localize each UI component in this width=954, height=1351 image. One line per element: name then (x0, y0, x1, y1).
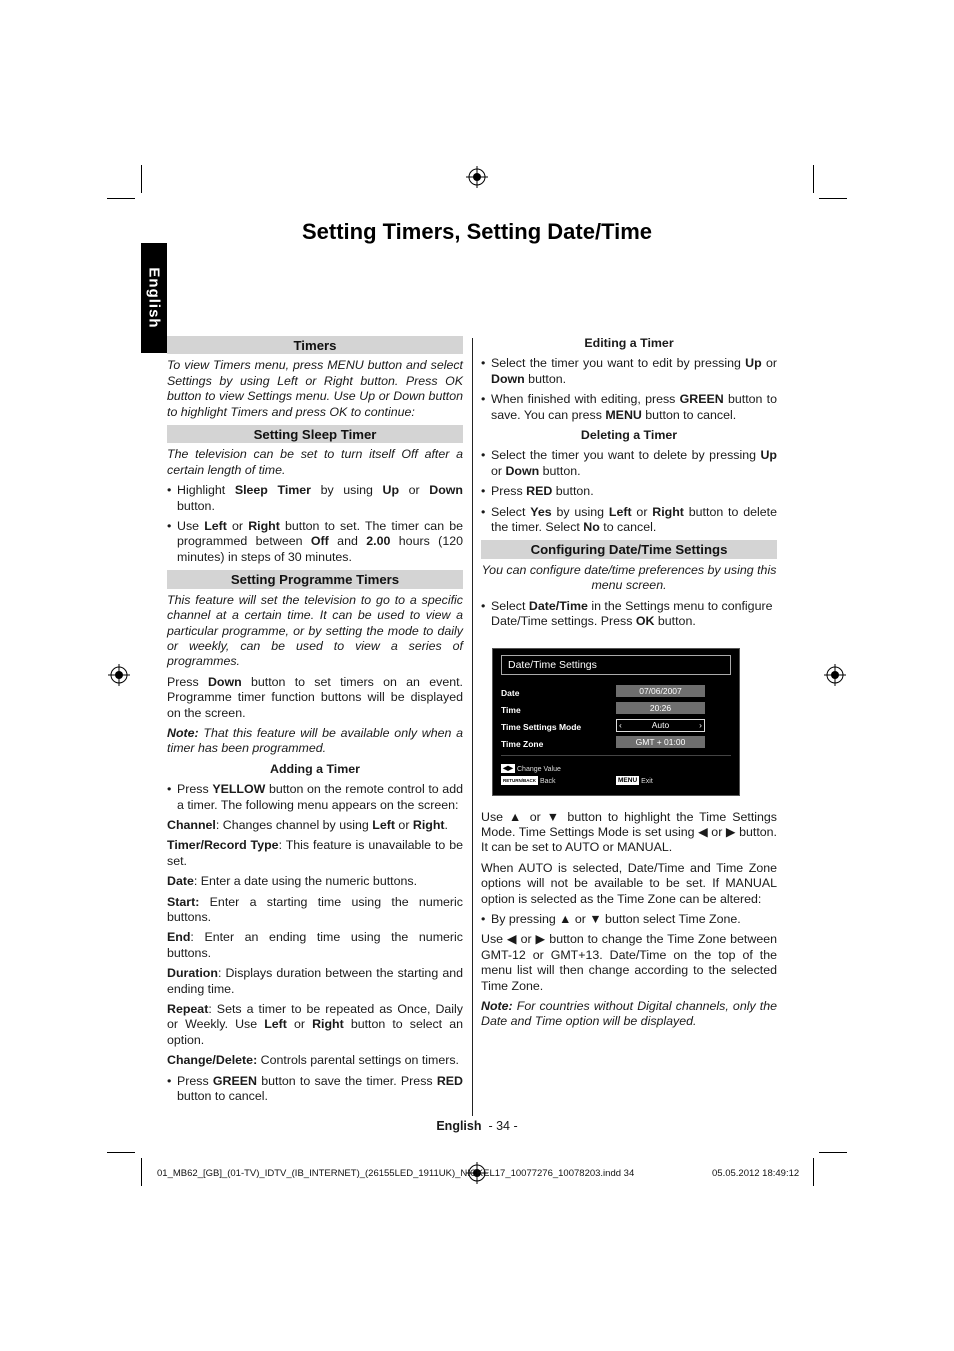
tv-menu-row-time-settings-mode (501, 719, 731, 732)
list-item: • Use Left or Right button to set. The timer can be programmed between Off and 2.00 hours (120 minutes) in steps of 30 minutes. (167, 519, 463, 565)
sleep-intro: The television can be set to turn itself Off after a certain length of time. (167, 447, 463, 477)
list-item: • Press YELLOW button on the remote control to add a timer. The following menu appears on the screen: (167, 782, 463, 813)
section-heading-programme-timers: Setting Programme Timers (167, 570, 463, 588)
field-end: End: Enter an ending time using the numeric buttons. (167, 930, 463, 960)
timers-intro: To view Timers menu, press MENU button and select Settings by using Left or Right button. Press OK button to view Settings menu. Use Up or Down button to highlight Timers and press OK to continue: (167, 358, 463, 419)
crop-mark (107, 198, 135, 199)
tv-row-value: GMT + 01:00 (616, 736, 705, 748)
subheading-adding-timer: Adding a Timer (270, 761, 360, 776)
list-item: • By pressing ▲ or ▼ button select Time Zone. (481, 912, 777, 927)
registration-mark-icon (108, 664, 130, 686)
tv-row-value-selected: ‹ Auto › (616, 719, 705, 732)
paragraph-auto: When AUTO is selected, Date/Time and Time Zone options will not be available to be set. If MANUAL option is selected as the Time Zone can be altered: (481, 860, 777, 906)
right-arrow-icon: › (699, 719, 702, 730)
left-right-keys-icon: ◀▶ (503, 765, 513, 773)
tv-row-label: Date (501, 687, 520, 698)
field-repeat: Repeat: Sets a timer to be repeated as Once, Daily or Weekly. Use Left or Right button to select an option. (167, 1002, 463, 1047)
field-start: Start: Enter a starting time using the numeric buttons. (167, 894, 463, 924)
subheading-deleting-timer: Deleting a Timer (580, 428, 678, 443)
list-item: • Highlight Sleep Timer by using Up or Down button. (167, 483, 463, 514)
left-column (167, 336, 463, 1109)
print-slug-filename: 01_MB62_[GB]_(01-TV)_IDTV_(IB_INTERNET)_(26155LED_1911UK)_NICKEL17_10077276_10078203.indd 34 (157, 1168, 635, 1179)
crop-mark (819, 198, 847, 199)
section-heading-date-time: Configuring Date/Time Settings (481, 540, 777, 558)
tv-footer-change: ◀▶ Change Value (503, 765, 561, 773)
note: Note: For countries without Digital channels, only the Date and Time option will be displayed. (481, 998, 777, 1029)
crop-mark (813, 165, 814, 193)
tv-menu-row-time (501, 702, 731, 715)
field-duration: Duration: Displays duration between the starting and ending time. (167, 966, 463, 996)
crop-mark (141, 1158, 142, 1186)
tv-row-label: Time Zone (501, 738, 544, 749)
registration-mark-icon (466, 166, 488, 188)
paragraph-use-arrows: Use ▲ or ▼ button to highlight the Time Settings Mode. Time Settings Mode is set using ◀ or ▶ button. It can be set to AUTO or MANUAL. (481, 809, 777, 855)
crop-mark (813, 1158, 814, 1186)
paragraph-time-zone: Use ◀ or ▶ button to change the Time Zone between GMT-12 or GMT+13. Date/Time on the top of the menu list will then change according to the selected Time Zone. (481, 932, 777, 993)
programme-paragraph: Press Down button to set timers on an event. Programme timer function buttons will be displayed on the screen. (167, 674, 463, 720)
tv-row-label: Time (501, 704, 521, 715)
tv-menu-row-date (501, 685, 731, 698)
crop-mark (141, 165, 142, 193)
crop-mark (107, 1152, 135, 1153)
note: Note: That this feature will be available only when a timer has been programmed. (167, 725, 463, 756)
right-column (481, 336, 777, 1035)
tv-footer-exit: MENU Exit (618, 777, 653, 785)
footer-language: English (436, 1119, 482, 1133)
column-divider (472, 338, 473, 1116)
tv-footer-back: RETURN/BACK Back (503, 777, 556, 785)
left-arrow-icon: ‹ (619, 719, 622, 730)
field-date: Date: Enter a date using the numeric buttons. (167, 874, 418, 889)
list-item: • When finished with editing, press GREEN button to save. You can press MENU button to cancel. (481, 392, 777, 423)
page-title: Setting Timers, Setting Date/Time (301, 219, 653, 244)
tv-separator (501, 755, 731, 756)
list-item: • Press GREEN button to save the timer. Press RED button to cancel. (167, 1074, 463, 1105)
field-timer-record-type: Timer/Record Type: This feature is unavailable to be set. (167, 838, 463, 868)
list-item: • Select Yes by using Left or Right button to delete the timer. Select No to cancel. (481, 505, 777, 536)
tv-row-value: 07/06/2007 (616, 685, 705, 697)
section-heading-sleep-timer: Setting Sleep Timer (167, 425, 463, 443)
subheading-editing-timer: Editing a Timer (584, 336, 674, 350)
list-item: • Select the timer you want to delete by pressing Up or Down button. (481, 448, 777, 479)
tv-row-label: Time Settings Mode (501, 721, 582, 732)
list-item: • Select Date/Time in the Settings menu to configure Date/Time settings. Press OK button. (481, 599, 777, 630)
language-tab-label: English (145, 267, 163, 329)
page-footer (0, 1119, 954, 1133)
tv-menu-row-time-zone (501, 736, 731, 749)
back-key-icon: RETURN/BACK (503, 778, 536, 784)
field-channel: Channel: Changes channel by using Left or Right. (167, 817, 448, 832)
crop-mark (819, 1152, 847, 1153)
section-heading-timers: Timers (167, 336, 463, 354)
language-tab (141, 243, 167, 353)
menu-key-icon: MENU (618, 777, 638, 785)
config-intro: You can configure date/time preferences by using this menu screen. (481, 562, 777, 593)
tv-menu-title: Date/Time Settings (501, 655, 731, 675)
field-change-delete: Change/Delete: Controls parental settings on timers. (167, 1053, 459, 1068)
programme-intro: This feature will set the television to go to a specific channel at a certain time. It can be used to view a particular programme, or by setting the mode to daily or weekly, can be used to view a series of programmes. (167, 592, 463, 669)
tv-row-value: 20:26 (616, 702, 705, 714)
date-time-settings-screenshot (492, 648, 740, 796)
page-number: - 34 - (488, 1119, 518, 1133)
list-item: • Select the timer you want to edit by pressing Up or Down button. (481, 356, 777, 387)
print-slug-date: 05.05.2012 18:49:12 (712, 1168, 800, 1179)
registration-mark-icon (824, 664, 846, 686)
list-item: • Press RED button. (481, 484, 777, 499)
